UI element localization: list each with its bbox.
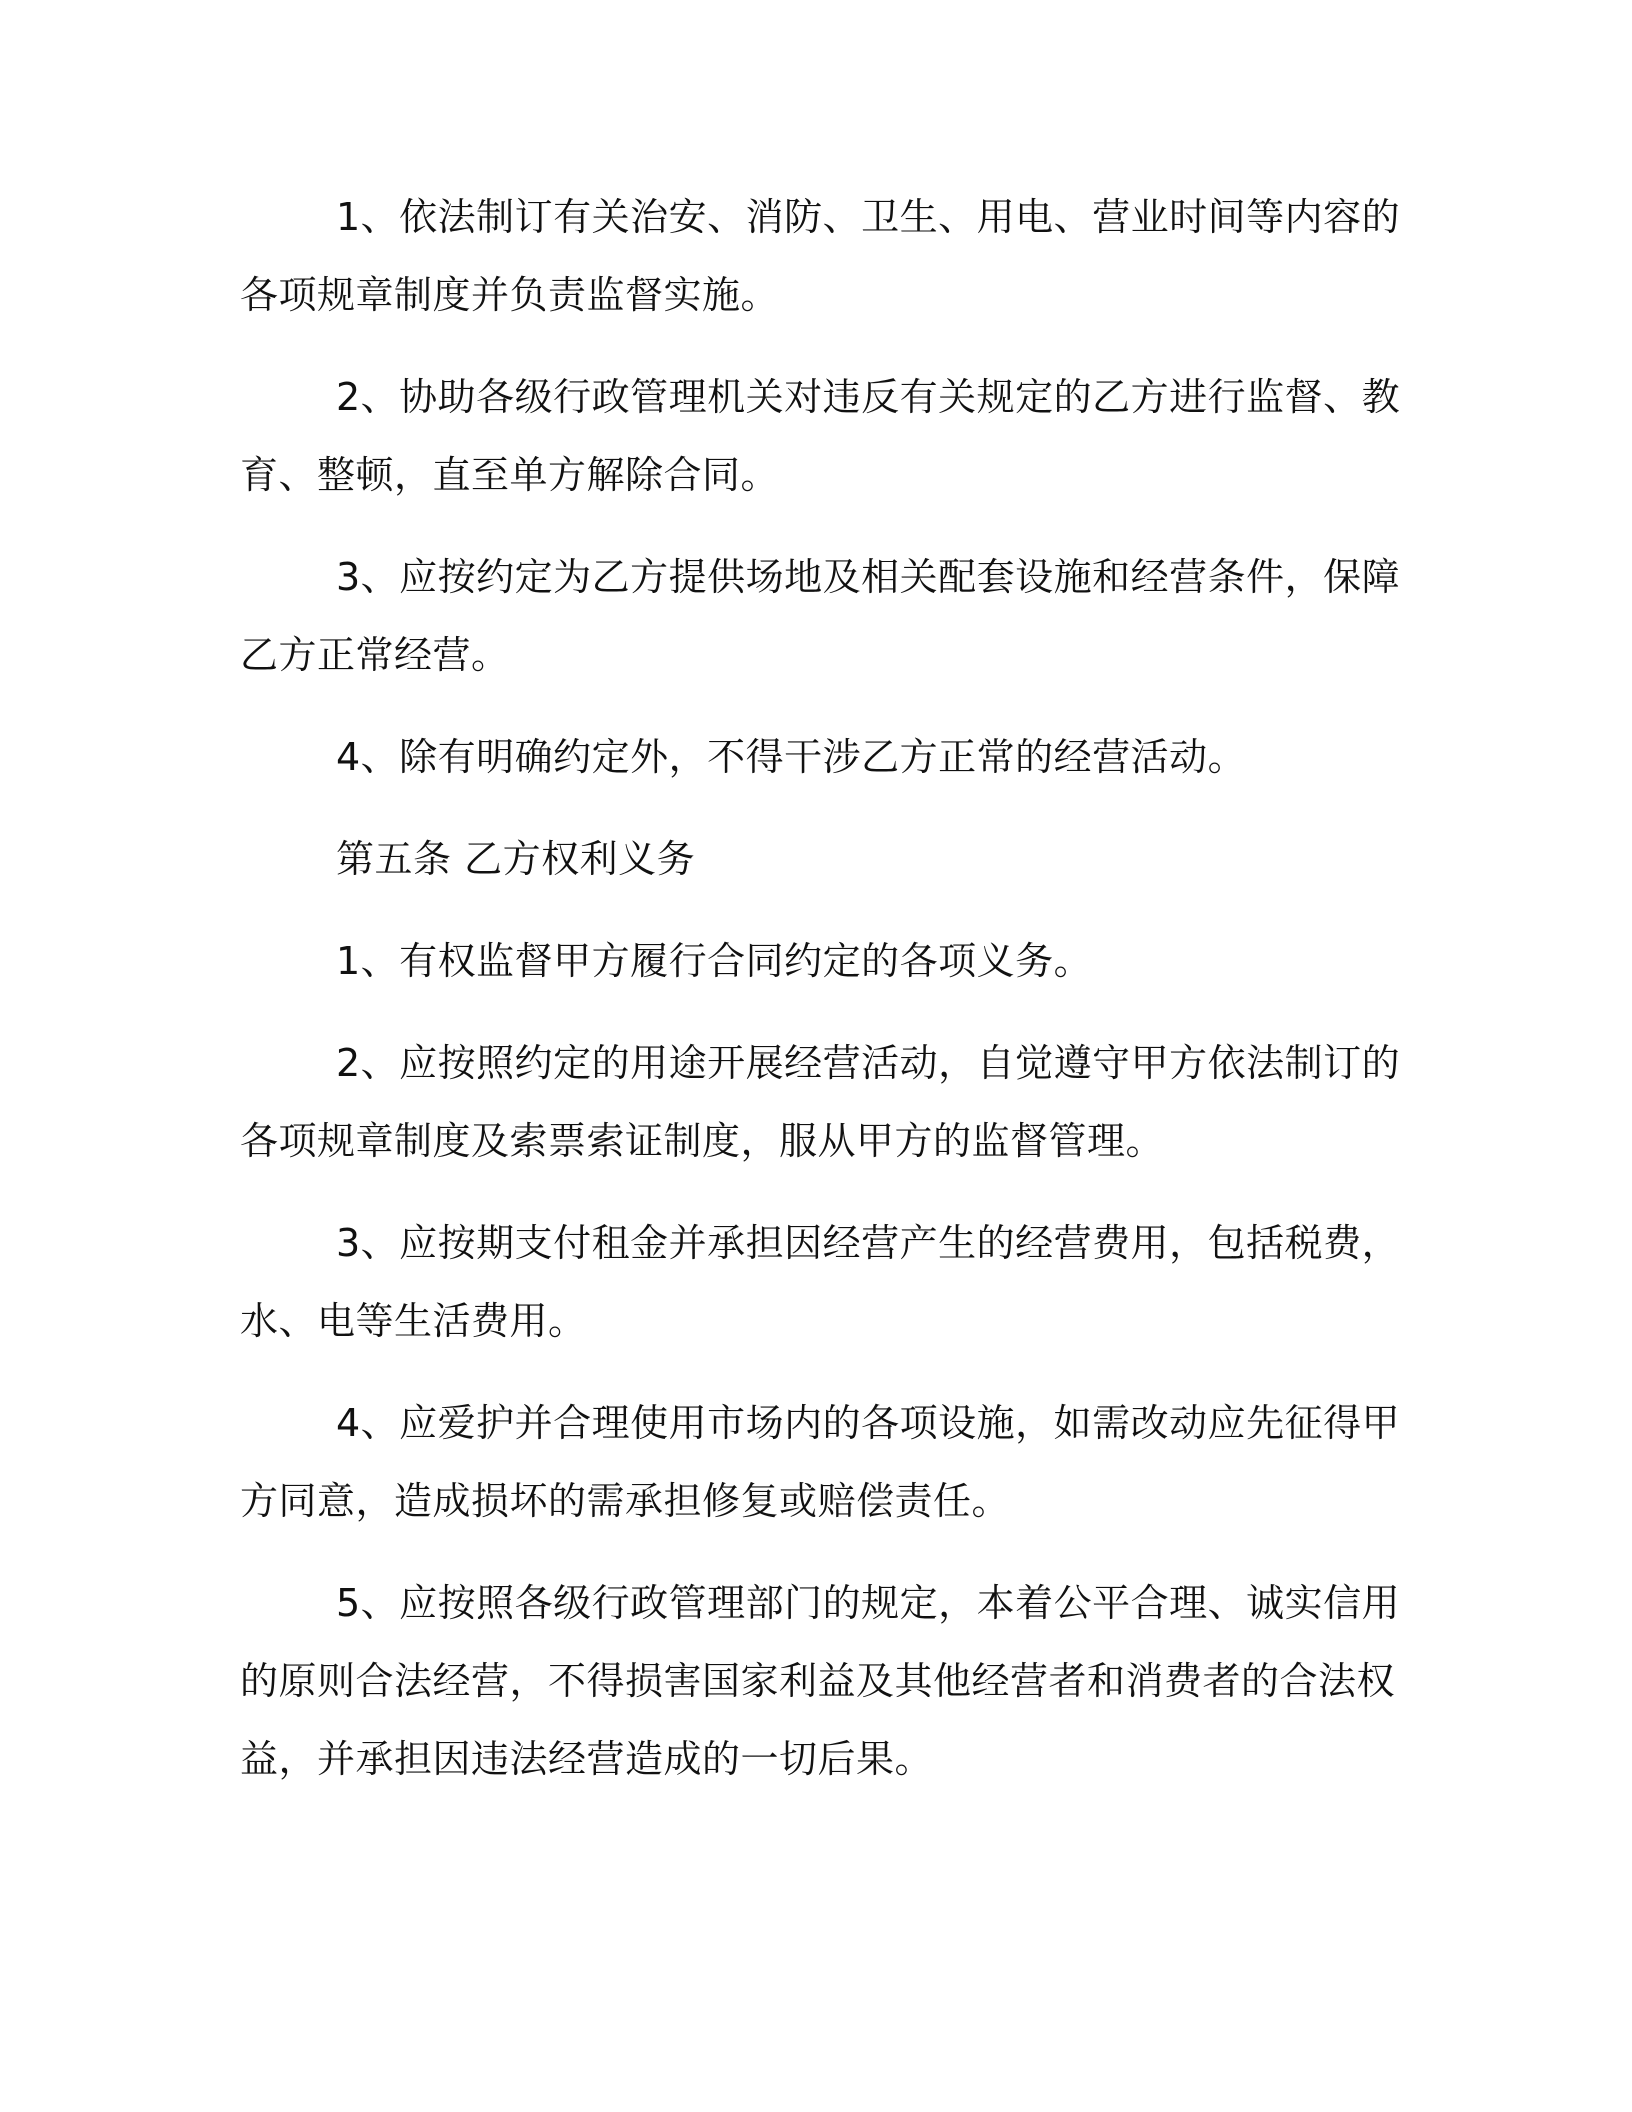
paragraph-9-line-3: 益，并承担因违法经营造成的一切后果。 <box>240 1737 934 1781</box>
paragraph-9-line-1: 5、应按照各级行政管理部门的规定，本着公平合理、诚实信用 <box>336 1581 1401 1625</box>
paragraph-2-line-2: 育、整顿，直至单方解除合同。 <box>240 453 780 497</box>
paragraph-8-line-1: 4、应爱护并合理使用市场内的各项设施，如需改动应先征得甲 <box>336 1401 1401 1445</box>
section-heading: 第五条 乙方权利义务 <box>336 837 696 881</box>
paragraph-1-line-1: 1、依法制订有关治安、消防、卫生、用电、营业时间等内容的 <box>336 195 1401 239</box>
paragraph-5: 1、有权监督甲方履行合同约定的各项义务。 <box>336 939 1093 983</box>
paragraph-9-line-2: 的原则合法经营，不得损害国家利益及其他经营者和消费者的合法权 <box>240 1659 1396 1703</box>
paragraph-8-line-2: 方同意，造成损坏的需承担修复或赔偿责任。 <box>240 1479 1011 1523</box>
paragraph-1-line-2: 各项规章制度并负责监督实施。 <box>240 273 780 317</box>
paragraph-3-line-1: 3、应按约定为乙方提供场地及相关配套设施和经营条件，保障 <box>336 555 1401 599</box>
paragraph-7-line-1: 3、应按期支付租金并承担因经营产生的经营费用，包括税费， <box>336 1221 1401 1265</box>
paragraph-6-line-2: 各项规章制度及索票索证制度，服从甲方的监督管理。 <box>240 1119 1165 1163</box>
paragraph-7-line-2: 水、电等生活费用。 <box>240 1299 587 1343</box>
paragraph-3-line-2: 乙方正常经营。 <box>240 633 510 677</box>
paragraph-6-line-1: 2、应按照约定的用途开展经营活动，自觉遵守甲方依法制订的 <box>336 1041 1401 1085</box>
paragraph-4: 4、除有明确约定外，不得干涉乙方正常的经营活动。 <box>336 735 1247 779</box>
paragraph-2-line-1: 2、协助各级行政管理机关对违反有关规定的乙方进行监督、教 <box>336 375 1401 419</box>
